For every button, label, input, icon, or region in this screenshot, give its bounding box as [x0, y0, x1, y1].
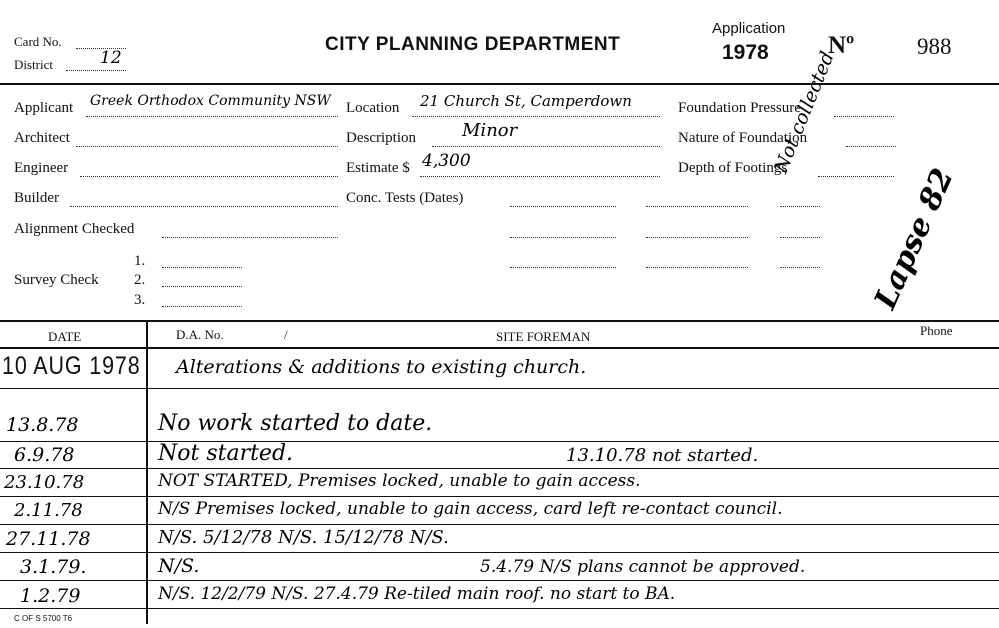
location-line [412, 116, 660, 117]
foundation-pressure-label: Foundation Pressure [678, 100, 801, 116]
description-value: Minor [462, 120, 518, 141]
survey-2-line [162, 286, 242, 287]
survey-2-label: 2. [134, 272, 146, 288]
applicant-label: Applicant [14, 100, 74, 116]
survey-1-line [162, 267, 242, 268]
location-value: 21 Church St, Camperdown [420, 92, 632, 110]
district-line [66, 70, 126, 71]
district-value: 12 [100, 48, 122, 68]
log-row-entry: N/S. 12/2/79 N/S. 27.4.79 Re-tiled main roof. no start to BA. [158, 584, 676, 604]
log-row-entry: N/S. 5/12/78 N/S. 15/12/78 N/S. [158, 527, 449, 548]
log-row-entry: Not started. [158, 441, 294, 466]
builder-label: Builder [14, 190, 59, 206]
engineer-line [80, 176, 338, 177]
table-top-rule [0, 320, 999, 322]
card-no-label: Card No. [14, 34, 62, 49]
col-da-header: D.A. No. [176, 327, 224, 342]
row-rule [0, 441, 999, 442]
district-label: District [14, 57, 53, 72]
architect-line [76, 146, 338, 147]
log-row-entry: No work started to date. [158, 411, 433, 436]
table-header-rule [0, 347, 999, 349]
form-code: C OF S 5700 T6 [14, 614, 73, 623]
col-date-header: DATE [48, 329, 82, 344]
survey-3-label: 3. [134, 292, 146, 308]
conc-line-3c [780, 267, 820, 268]
row-rule [0, 552, 999, 553]
nature-foundation-line [846, 146, 896, 147]
description-line [432, 146, 660, 147]
department-title: CITY PLANNING DEPARTMENT [325, 34, 621, 55]
survey-3-line [162, 306, 242, 307]
depth-footings-line [818, 176, 894, 177]
conc-line-2a [510, 237, 616, 238]
log-row-date: 6.9.78 [14, 444, 75, 466]
estimate-line [420, 176, 660, 177]
application-label: Application [712, 20, 786, 37]
conc-line-1c [780, 206, 820, 207]
conc-line-1b [646, 206, 748, 207]
applicant-line [86, 116, 338, 117]
depth-footings-label: Depth of Footings [678, 160, 788, 176]
row-rule [0, 468, 999, 469]
application-year: 1978 [722, 41, 769, 64]
row-rule [0, 580, 999, 581]
log-row-date: 3.1.79. [20, 556, 87, 578]
number-sign: Nº [828, 32, 855, 59]
alignment-label: Alignment Checked [14, 221, 135, 237]
log-row-entry: N/S. [158, 555, 200, 577]
foundation-pressure-line [834, 116, 894, 117]
row-rule [0, 388, 999, 389]
applicant-value: Greek Orthodox Community NSW [90, 93, 331, 109]
log-row-date: 27.11.78 [6, 528, 91, 550]
lapse-signature: Lapse 82 [868, 163, 961, 315]
row-rule [0, 524, 999, 525]
col-da-slash: / [284, 327, 288, 342]
col-foreman-header: SITE FOREMAN [496, 329, 591, 344]
conc-line-3a [510, 267, 616, 268]
conc-line-2c [780, 237, 820, 238]
estimate-label: Estimate $ [346, 160, 410, 176]
log-row-date: 10 AUG 1978 [2, 352, 141, 380]
architect-label: Architect [14, 130, 70, 146]
engineer-label: Engineer [14, 160, 69, 176]
col-phone-header: Phone [920, 323, 953, 338]
row-rule [0, 496, 999, 497]
conc-line-3b [646, 267, 748, 268]
application-number: 988 [917, 34, 952, 59]
log-row-entry-secondary: 13.10.78 not started. [566, 445, 759, 466]
description-label: Description [346, 130, 416, 146]
log-row-entry-secondary: 5.4.79 N/S plans cannot be approved. [480, 557, 806, 577]
location-label: Location [346, 100, 400, 116]
header-divider [0, 83, 999, 85]
conc-line-2b [646, 237, 748, 238]
conc-line-1a [510, 206, 616, 207]
log-row-date: 2.11.78 [14, 500, 83, 521]
row-rule [0, 608, 999, 609]
log-row-date: 1.2.79 [20, 585, 81, 607]
builder-line [70, 206, 338, 207]
estimate-value: 4,300 [422, 151, 471, 171]
margin-note: Not collected [770, 48, 839, 177]
log-row-date: 23.10.78 [4, 472, 85, 493]
log-row-entry: NOT STARTED, Premises locked, unable to gain access. [158, 471, 641, 491]
survey-1-label: 1. [134, 253, 146, 269]
survey-label: Survey Check [14, 272, 99, 288]
log-row-entry: Alterations & additions to existing church. [176, 356, 587, 378]
nature-foundation-label: Nature of Foundation [678, 130, 808, 146]
log-row-entry: N/S Premises locked, unable to gain access, card left re-contact council. [158, 499, 783, 519]
conc-tests-label: Conc. Tests (Dates) [346, 190, 464, 206]
date-column-rule [146, 320, 148, 624]
alignment-line [162, 237, 338, 238]
log-row-date: 13.8.78 [6, 414, 79, 436]
